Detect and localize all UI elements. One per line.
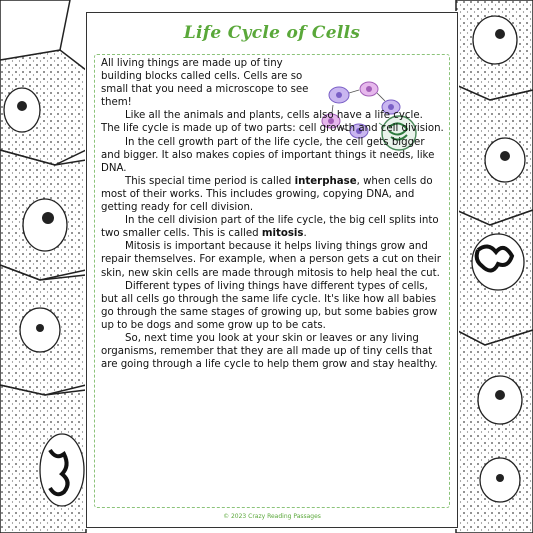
paragraph-intro: All living things are made up of tiny building blocks called cells. Cells are so small that you need a microscope to see them! [101, 58, 309, 109]
paragraph-cell-division: In the cell division part of the life cycle, the big cell splits into two smaller cells. This is called mitosis. [101, 215, 439, 240]
paragraph-interphase: This special time period is called interphase, when cells do most of their works. This includes growing, copying DNA, and getting ready for cell division. [101, 175, 433, 214]
paragraph-conclusion: So, next time you look at your skin or leaves or any living organisms, remember that they are all made up of tiny cells that are going through a life cycle to help them grow and stay healthy. [101, 332, 438, 371]
reading-passage-page [86, 12, 458, 528]
paragraph-mitosis-importance: Mitosis is important because it helps living things grow and repair themselves. For example, when a person gets a cut on their skin, new skin cells are made through mitosis to help heal the cut. [101, 241, 441, 279]
paragraph-cell-growth: In the cell growth part of the life cycle, the cell gets bigger and bigger. It also makes copies of important things it needs, like DNA. [101, 136, 435, 174]
copyright-footer: © 2023 Crazy Reading Passages [223, 513, 321, 520]
paragraph-life-cycle: Like all the animals and plants, cells also have a life cycle. The life cycle is made up of two parts: cell growth and cell division. [101, 110, 444, 135]
page-title: Life Cycle of Cells [183, 23, 361, 43]
paragraph-cell-types: Different types of living things have different types of cells, but all cells go through the same life cycle. It's like how all babies go through the same stages of growing up, but some babies grow up to be dogs and some grow up to be cats. [101, 280, 438, 331]
term-mitosis: mitosis [261, 228, 304, 240]
passage-body [101, 57, 445, 371]
term-interphase: interphase [294, 175, 357, 187]
